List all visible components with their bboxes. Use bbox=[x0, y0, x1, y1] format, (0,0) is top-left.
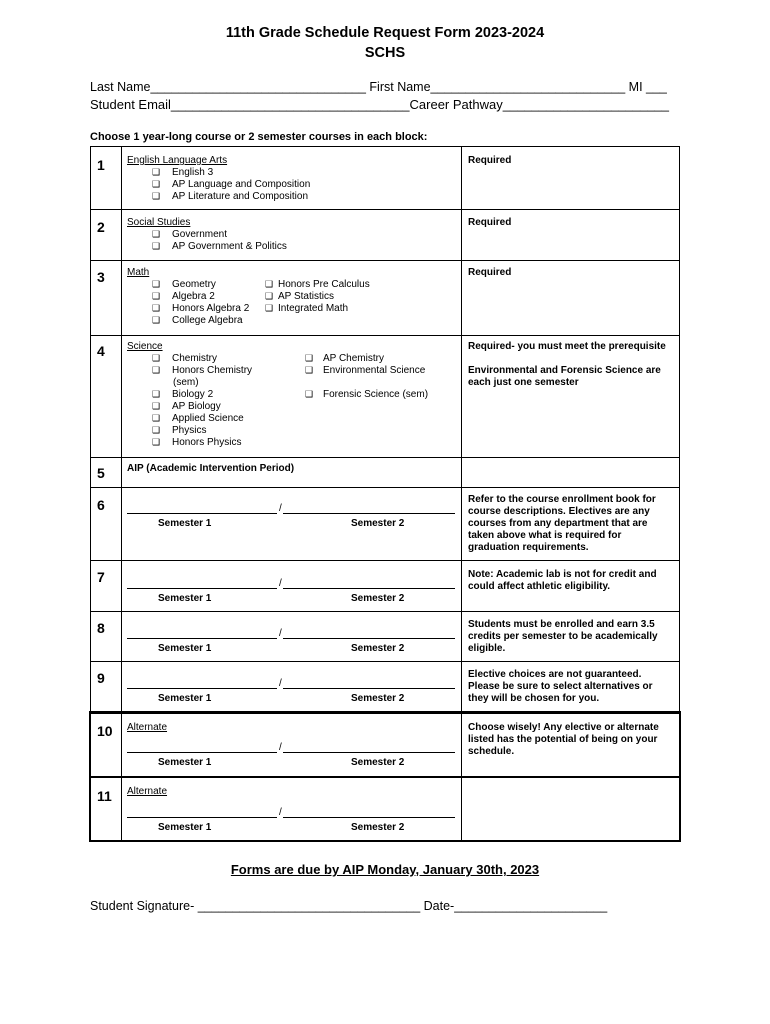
checkbox-icon[interactable]: ❑ bbox=[152, 229, 161, 239]
block-number: 2 bbox=[97, 219, 105, 235]
course-label: Government bbox=[172, 229, 228, 240]
semester-entry-line[interactable]: / bbox=[127, 580, 455, 590]
subject-label: English Language Arts bbox=[127, 155, 228, 166]
checkbox-icon[interactable]: ❑ bbox=[305, 353, 314, 363]
aip-label: AIP (Academic Intervention Period) bbox=[127, 463, 295, 474]
course-option[interactable] bbox=[152, 279, 216, 290]
alternate-label: Alternate bbox=[127, 722, 168, 733]
semester1-label: Semester 1 bbox=[158, 518, 212, 529]
checkbox-icon[interactable]: ❑ bbox=[152, 179, 161, 189]
course-label: Environmental Science bbox=[323, 365, 426, 376]
course-option[interactable] bbox=[152, 437, 241, 448]
signature-line[interactable]: Student Signature- ________________________________ Date-______________________ bbox=[90, 899, 608, 913]
row-divider bbox=[91, 487, 679, 488]
row-divider bbox=[91, 335, 679, 336]
checkbox-icon[interactable]: ❑ bbox=[152, 291, 161, 301]
block-number: 4 bbox=[97, 343, 105, 359]
semester-entry-line[interactable]: / bbox=[127, 809, 455, 819]
course-option[interactable] bbox=[152, 365, 252, 376]
course-option[interactable] bbox=[305, 365, 425, 376]
course-label: AP Statistics bbox=[278, 291, 334, 302]
semester1-label: Semester 1 bbox=[158, 593, 212, 604]
checkbox-icon[interactable]: ❑ bbox=[265, 291, 274, 301]
course-label: English 3 bbox=[172, 167, 214, 178]
semester1-label: Semester 1 bbox=[158, 643, 212, 654]
checkbox-icon[interactable]: ❑ bbox=[152, 365, 161, 375]
course-option[interactable] bbox=[152, 167, 213, 178]
semester1-label: Semester 1 bbox=[158, 693, 212, 704]
subject-label: Math bbox=[127, 267, 150, 278]
form-title: 11th Grade Schedule Request Form 2023-2024 bbox=[225, 25, 545, 41]
checkbox-icon[interactable]: ❑ bbox=[265, 279, 274, 289]
semester-entry-line[interactable]: / bbox=[127, 505, 455, 515]
course-option[interactable] bbox=[265, 279, 370, 290]
checkbox-icon[interactable]: ❑ bbox=[152, 389, 161, 399]
course-label-cont: (sem) bbox=[173, 377, 199, 388]
course-option[interactable] bbox=[152, 241, 287, 252]
row-divider bbox=[91, 209, 679, 210]
course-option[interactable] bbox=[152, 179, 310, 190]
row-divider bbox=[91, 661, 679, 662]
course-label: Honors Physics bbox=[172, 437, 242, 448]
course-option[interactable] bbox=[152, 191, 308, 202]
course-option[interactable] bbox=[152, 303, 249, 314]
course-label: Integrated Math bbox=[278, 303, 349, 314]
block-note: Elective choices are not guaranteed. Please be sure to select alternatives or they will be chosen for you. bbox=[468, 669, 653, 704]
course-label: College Algebra bbox=[172, 315, 243, 326]
subject-label: Science bbox=[127, 341, 163, 352]
checkbox-icon[interactable]: ❑ bbox=[152, 437, 161, 447]
course-label: Algebra 2 bbox=[172, 291, 215, 302]
instruction-text: Choose 1 year-long course or 2 semester courses in each block: bbox=[90, 131, 428, 143]
row11-border bbox=[89, 776, 681, 842]
checkbox-icon[interactable]: ❑ bbox=[152, 167, 161, 177]
row-divider bbox=[91, 260, 679, 261]
course-option[interactable] bbox=[152, 291, 215, 302]
semester1-label: Semester 1 bbox=[158, 822, 212, 833]
checkbox-icon[interactable]: ❑ bbox=[152, 413, 161, 423]
checkbox-icon[interactable]: ❑ bbox=[305, 389, 314, 399]
block-note: Refer to the course enrollment book for course descriptions. Electives are any courses from any department that are taken above what is required for graduation requirements. bbox=[468, 494, 656, 553]
row10-border bbox=[89, 711, 681, 778]
course-label: Biology 2 bbox=[172, 389, 214, 400]
name-fields-line[interactable]: Last Name_______________________________ First Name____________________________ MI ___ bbox=[90, 80, 667, 94]
course-option[interactable] bbox=[152, 229, 227, 240]
block-note: Note: Academic lab is not for credit and could affect athletic eligibility. bbox=[468, 569, 657, 592]
course-option[interactable] bbox=[152, 353, 217, 364]
course-label: Forensic Science (sem) bbox=[323, 389, 429, 400]
checkbox-icon[interactable]: ❑ bbox=[152, 191, 161, 201]
course-label: Physics bbox=[172, 425, 207, 436]
school-name: SCHS bbox=[364, 45, 406, 61]
checkbox-icon[interactable]: ❑ bbox=[305, 365, 314, 375]
block-note: Environmental and Forensic Science are each just one semester bbox=[468, 365, 661, 388]
block-note: Choose wisely! Any elective or alternate listed has the potential of being on your schedule. bbox=[468, 722, 659, 757]
checkbox-icon[interactable]: ❑ bbox=[152, 401, 161, 411]
checkbox-icon[interactable]: ❑ bbox=[152, 353, 161, 363]
due-date-notice: Forms are due by AIP Monday, January 30th, 2023 bbox=[230, 862, 540, 877]
semester2-label: Semester 2 bbox=[351, 757, 405, 768]
course-option[interactable] bbox=[152, 315, 243, 326]
block-number: 8 bbox=[97, 620, 105, 636]
alternate-label: Alternate bbox=[127, 786, 168, 797]
course-label: Honors Chemistry bbox=[172, 365, 253, 376]
block-number: 6 bbox=[97, 497, 105, 513]
checkbox-icon[interactable]: ❑ bbox=[265, 303, 274, 313]
semester1-label: Semester 1 bbox=[158, 757, 212, 768]
course-option[interactable] bbox=[265, 303, 348, 314]
block-note: Students must be enrolled and earn 3.5 credits per semester to be academically eligible. bbox=[468, 619, 658, 654]
checkbox-icon[interactable]: ❑ bbox=[152, 279, 161, 289]
course-label: AP Chemistry bbox=[323, 353, 384, 364]
course-label: Applied Science bbox=[172, 413, 244, 424]
course-label: Chemistry bbox=[172, 353, 218, 364]
block-note: Required bbox=[468, 267, 512, 278]
email-pathway-line[interactable]: Student Email_________________________________Career Pathway_______________________ bbox=[90, 97, 670, 112]
block-note: Required- you must meet the prerequisite bbox=[468, 341, 666, 352]
block-number: 5 bbox=[97, 465, 105, 481]
course-option[interactable] bbox=[305, 389, 428, 400]
course-label: AP Language and Composition bbox=[172, 179, 311, 190]
row-divider bbox=[91, 611, 679, 612]
course-label: AP Biology bbox=[172, 401, 221, 412]
semester-entry-line[interactable]: / bbox=[127, 630, 455, 640]
course-label: Honors Pre Calculus bbox=[278, 279, 370, 290]
row-divider bbox=[91, 560, 679, 561]
course-option[interactable] bbox=[152, 413, 244, 424]
course-label: Geometry bbox=[172, 279, 216, 290]
semester2-label: Semester 2 bbox=[351, 518, 405, 529]
semester2-label: Semester 2 bbox=[351, 693, 405, 704]
block-number: 11 bbox=[97, 788, 112, 804]
block-number: 3 bbox=[97, 269, 105, 285]
checkbox-icon[interactable]: ❑ bbox=[152, 303, 161, 313]
course-option[interactable] bbox=[152, 401, 221, 412]
semester-entry-line[interactable]: / bbox=[127, 744, 455, 754]
course-option[interactable] bbox=[305, 353, 384, 364]
semester2-label: Semester 2 bbox=[351, 593, 405, 604]
course-option[interactable] bbox=[265, 291, 334, 302]
block-note: Required bbox=[468, 155, 512, 166]
course-label: AP Literature and Composition bbox=[172, 191, 309, 202]
semester2-label: Semester 2 bbox=[351, 822, 405, 833]
checkbox-icon[interactable]: ❑ bbox=[152, 315, 161, 325]
course-option[interactable] bbox=[152, 389, 213, 400]
semester-entry-line[interactable]: / bbox=[127, 680, 455, 690]
block-number: 9 bbox=[97, 670, 105, 686]
block-number: 10 bbox=[97, 723, 113, 739]
block-note: Required bbox=[468, 217, 512, 228]
semester2-label: Semester 2 bbox=[351, 643, 405, 654]
subject-label: Social Studies bbox=[127, 217, 191, 228]
checkbox-icon[interactable]: ❑ bbox=[152, 425, 161, 435]
course-label: Honors Algebra 2 bbox=[172, 303, 250, 314]
block-number: 7 bbox=[97, 569, 105, 585]
course-option[interactable] bbox=[152, 425, 206, 436]
course-label: AP Government & Politics bbox=[172, 241, 287, 252]
checkbox-icon[interactable]: ❑ bbox=[152, 241, 161, 251]
row-divider bbox=[91, 457, 679, 458]
block-number: 1 bbox=[97, 157, 105, 173]
